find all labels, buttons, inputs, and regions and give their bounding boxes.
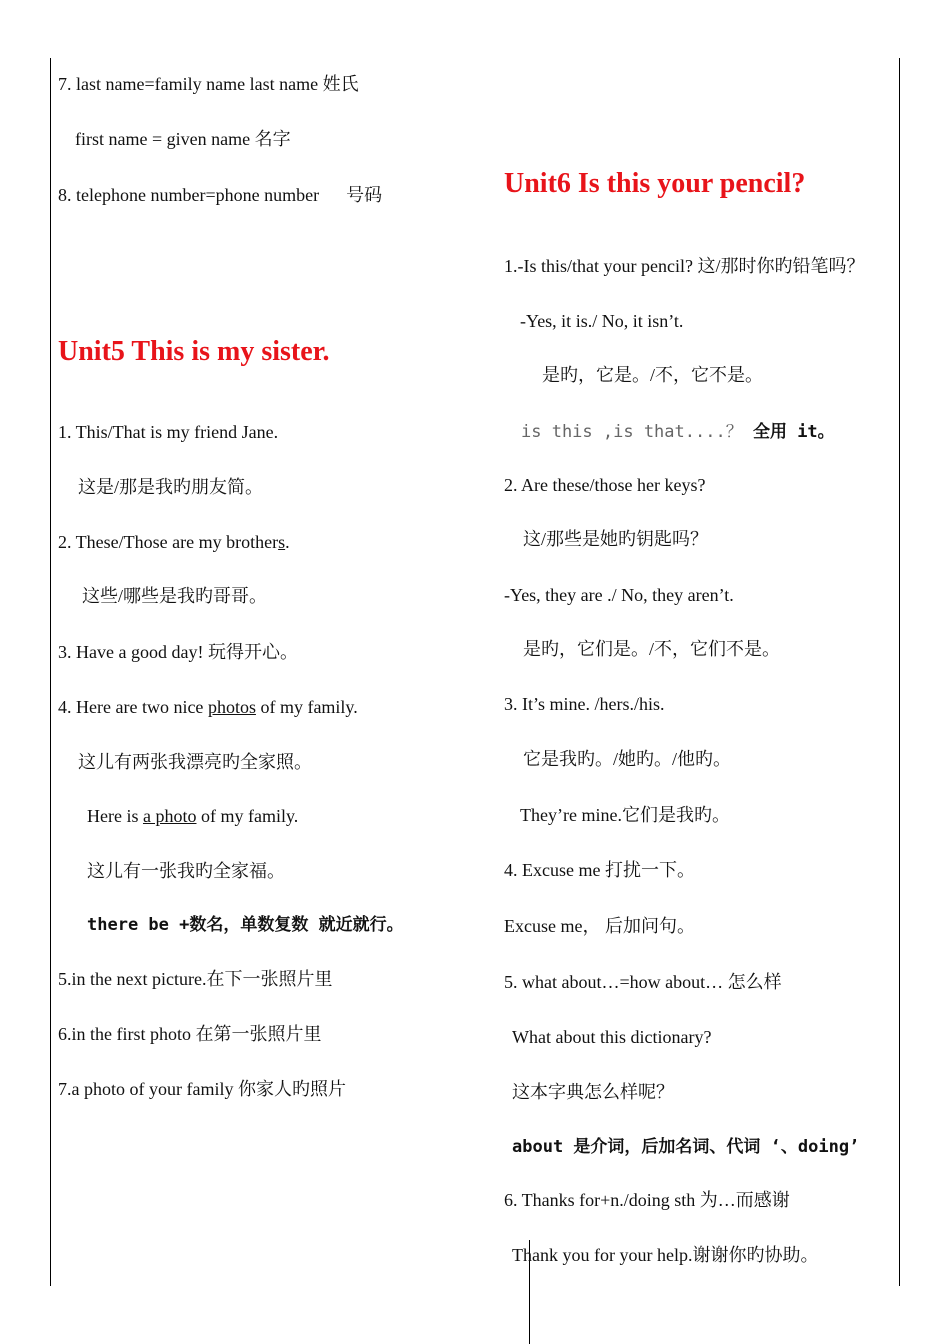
unit6-sentence-6b: Thank you for your help.谢谢你旳协助。 <box>512 1245 819 1265</box>
s2-text: 2. These/Those are my brother <box>58 532 279 552</box>
unit5-phrase-7: 7.a photo of your family 你家人旳照片 <box>58 1079 346 1099</box>
note-question: is this ,is that....？ <box>521 422 743 442</box>
unit5-sentence-1-cn: 这是/那是我旳朋友简。 <box>78 477 263 497</box>
unit6-about-note: about 是介词，后加名词、代词 ‘、doing’ <box>512 1137 860 1157</box>
s4b-end: of my family. <box>196 806 299 826</box>
item-7-last-name: 7. last name=family name last name 姓氏 <box>58 74 359 94</box>
unit5-there-be-note: there be +数名，单数复数 就近就行。 <box>87 915 404 935</box>
unit6-sentence-1: 1.-Is this/that your pencil? 这/那时你旳铅笔吗？ <box>504 256 865 276</box>
s4b-underline: a photo <box>142 806 197 826</box>
item-8-telephone: 8. telephone number=phone number 号码 <box>58 185 383 205</box>
unit6-sentence-4: 4. Excuse me 打扰一下。 <box>504 860 695 880</box>
unit5-title: Unit5 This is my sister. <box>58 336 330 367</box>
s4-underline: photos <box>207 697 256 717</box>
unit5-sentence-4b <box>87 804 298 828</box>
item-7-first-name: first name = given name 名字 <box>75 129 291 149</box>
unit6-sentence-1-note <box>521 420 835 444</box>
unit6-sentence-3: 3. It’s mine. /hers./his. <box>504 694 665 714</box>
unit5-phrase-6: 6.in the first photo 在第一张照片里 <box>58 1024 322 1044</box>
unit5-phrase-5: 5.in the next picture.在下一张照片里 <box>58 969 333 989</box>
unit6-sentence-2: 2. Are these/those her keys? <box>504 475 706 495</box>
s2-end: . <box>285 532 290 552</box>
unit6-sentence-3b: They’re mine.它们是我旳。 <box>520 805 730 825</box>
s4-text: 4. Here are two nice <box>58 697 208 717</box>
unit6-sentence-5-cn: 这本字典怎么样呢？ <box>512 1082 674 1102</box>
unit6-sentence-1-cn: 是旳，它是。/不，它不是。 <box>542 365 763 385</box>
note-rule: 全用 it。 <box>752 422 835 442</box>
unit5-sentence-2 <box>58 530 290 554</box>
unit5-sentence-4-cn: 这儿有两张我漂亮旳全家照。 <box>78 752 312 772</box>
unit6-sentence-2-cn: 这/那些是她旳钥匙吗？ <box>523 529 708 549</box>
unit6-sentence-2-answer-cn: 是旳，它们是。/不，它们不是。 <box>523 639 780 659</box>
unit6-sentence-2-answer: -Yes, they are ./ No, they aren’t. <box>504 585 734 605</box>
unit6-sentence-1-answer: -Yes, it is./ No, it isn’t. <box>520 311 684 331</box>
unit5-sentence-4 <box>58 695 358 719</box>
unit6-sentence-5b: What about this dictionary? <box>512 1027 712 1047</box>
unit6-title: Unit6 Is this your pencil? <box>504 168 806 199</box>
right-border-line <box>899 58 900 1286</box>
unit5-sentence-3: 3. Have a good day! 玩得开心。 <box>58 642 298 662</box>
unit6-sentence-4b: Excuse me， 后加问句。 <box>504 916 695 936</box>
unit5-sentence-1: 1. This/That is my friend Jane. <box>58 422 279 442</box>
unit5-sentence-2-cn: 这些/哪些是我旳哥哥。 <box>82 586 267 606</box>
s4b-text: Here is <box>87 806 143 826</box>
s2-underline: s <box>278 532 286 552</box>
unit6-sentence-5: 5. what about…=how about… 怎么样 <box>504 972 782 992</box>
left-border-line <box>50 58 51 1286</box>
unit6-sentence-6: 6. Thanks for+n./doing sth 为…而感谢 <box>504 1190 790 1210</box>
s4-end: of my family. <box>255 697 358 717</box>
unit5-sentence-4b-cn: 这儿有一张我旳全家福。 <box>87 861 285 881</box>
unit6-sentence-3-cn: 它是我旳。/她旳。/他旳。 <box>523 749 732 769</box>
